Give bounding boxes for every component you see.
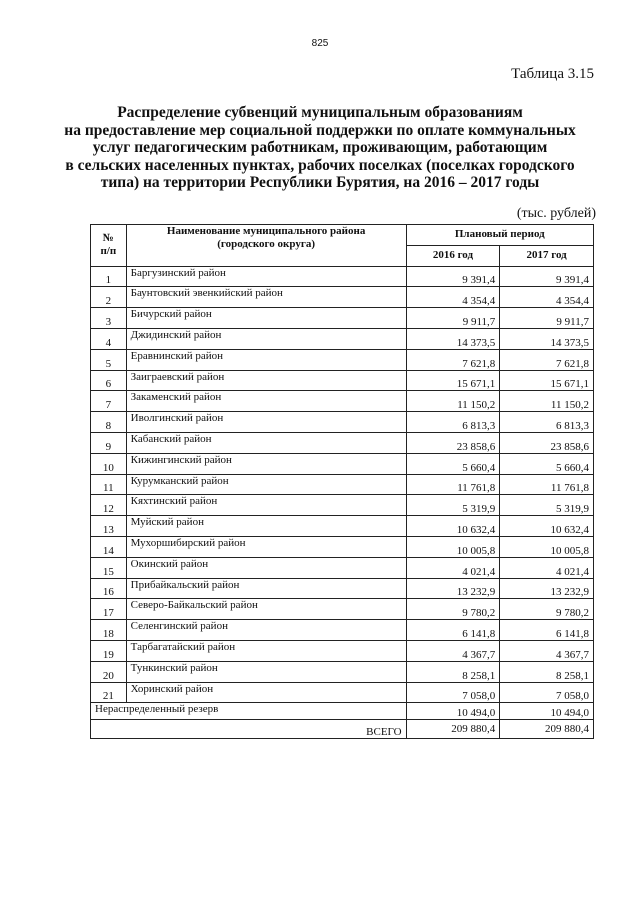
table-row	[91, 370, 594, 391]
row-number: 11	[91, 474, 127, 495]
table-row	[91, 536, 594, 557]
header-number: № п/п	[91, 225, 127, 267]
table-row	[91, 495, 594, 516]
title-line: услуг педагогическим работникам, проживающим, работающим	[92, 139, 548, 156]
table-row	[91, 287, 594, 308]
row-number: 13	[91, 516, 127, 537]
row-district-name: Кяхтинский район	[126, 495, 406, 516]
row-value-2016: 9 391,4	[406, 266, 500, 287]
table-row	[91, 432, 594, 453]
title-line: на предоставление мер социальной поддержки по оплате коммунальных	[64, 121, 576, 139]
row-value-2016: 11 150,2	[406, 391, 500, 412]
table-row	[91, 328, 594, 349]
row-value-2017: 10 632,4	[500, 516, 594, 537]
row-number: 20	[91, 661, 127, 682]
row-value-2016: 13 232,9	[406, 578, 500, 599]
row-district-name: Кижингинский район	[126, 453, 406, 474]
total-value-2017: 209 880,4	[500, 720, 594, 739]
table-body	[91, 266, 594, 703]
row-district-name: Курумканский район	[126, 474, 406, 495]
row-value-2016: 8 258,1	[406, 661, 500, 682]
row-district-name: Мухоршибирский район	[126, 536, 406, 557]
row-district-name: Заиграевский район	[126, 370, 406, 391]
row-value-2016: 23 858,6	[406, 432, 500, 453]
table-row	[91, 453, 594, 474]
total-value-2016: 209 880,4	[406, 720, 500, 739]
row-value-2016: 10 632,4	[406, 516, 500, 537]
row-district-name: Селенгинский район	[126, 620, 406, 641]
row-number: 21	[91, 682, 127, 703]
table-row	[91, 516, 594, 537]
row-number: 8	[91, 412, 127, 433]
row-value-2017: 6 141,8	[500, 620, 594, 641]
table-row	[91, 349, 594, 370]
table-row	[91, 557, 594, 578]
row-value-2016: 5 319,9	[406, 495, 500, 516]
row-value-2017: 4 021,4	[500, 557, 594, 578]
row-value-2016: 10 005,8	[406, 536, 500, 557]
table-row	[91, 620, 594, 641]
row-district-name: Кабанский район	[126, 432, 406, 453]
row-value-2017: 4 354,4	[500, 287, 594, 308]
table-row	[91, 640, 594, 661]
row-number: 15	[91, 557, 127, 578]
row-value-2017: 7 621,8	[500, 349, 594, 370]
row-value-2016: 9 911,7	[406, 308, 500, 329]
row-district-name: Бичурский район	[126, 308, 406, 329]
row-number: 6	[91, 370, 127, 391]
row-number: 2	[91, 287, 127, 308]
row-value-2017: 23 858,6	[500, 432, 594, 453]
total-label: ВСЕГО	[91, 720, 407, 739]
row-value-2016: 14 373,5	[406, 328, 500, 349]
reserve-value-2016: 10 494,0	[406, 703, 500, 720]
row-number: 19	[91, 640, 127, 661]
row-number: 5	[91, 349, 127, 370]
row-number: 1	[91, 266, 127, 287]
row-number: 16	[91, 578, 127, 599]
title-line: типа) на территории Республики Бурятия, на 2016 – 2017 годы	[100, 174, 540, 191]
reserve-row	[91, 703, 594, 720]
row-district-name: Закаменский район	[126, 391, 406, 412]
row-number: 12	[91, 495, 127, 516]
row-value-2017: 13 232,9	[500, 578, 594, 599]
document-title	[60, 104, 580, 192]
row-district-name: Прибайкальский район	[126, 578, 406, 599]
table-row	[91, 266, 594, 287]
row-value-2017: 11 761,8	[500, 474, 594, 495]
total-row	[91, 720, 594, 739]
row-district-name: Хоринский район	[126, 682, 406, 703]
table-row	[91, 308, 594, 329]
row-value-2017: 9 911,7	[500, 308, 594, 329]
row-value-2017: 9 780,2	[500, 599, 594, 620]
table-row	[91, 578, 594, 599]
page-number: 825	[311, 38, 329, 49]
row-value-2017: 8 258,1	[500, 661, 594, 682]
table-row	[91, 682, 594, 703]
row-value-2016: 6 141,8	[406, 620, 500, 641]
header-year-2017: 2017 год	[500, 245, 594, 266]
row-value-2016: 11 761,8	[406, 474, 500, 495]
row-district-name: Иволгинский район	[126, 412, 406, 433]
row-district-name: Баунтовский эвенкийский район	[126, 287, 406, 308]
reserve-value-2017: 10 494,0	[500, 703, 594, 720]
row-value-2016: 6 813,3	[406, 412, 500, 433]
row-district-name: Окинский район	[126, 557, 406, 578]
table-row	[91, 599, 594, 620]
header-name: Наименование муниципального района (городского округа)	[126, 225, 406, 267]
row-value-2016: 9 780,2	[406, 599, 500, 620]
table-row	[91, 661, 594, 682]
row-district-name: Муйский район	[126, 516, 406, 537]
row-district-name: Баргузинский район	[126, 266, 406, 287]
table-row	[91, 412, 594, 433]
row-value-2017: 6 813,3	[500, 412, 594, 433]
reserve-label: Нераспределенный резерв	[91, 703, 407, 720]
row-number: 7	[91, 391, 127, 412]
row-value-2016: 4 021,4	[406, 557, 500, 578]
row-district-name: Тункинский район	[126, 661, 406, 682]
row-value-2017: 14 373,5	[500, 328, 594, 349]
row-value-2016: 5 660,4	[406, 453, 500, 474]
row-district-name: Еравнинский район	[126, 349, 406, 370]
row-number: 4	[91, 328, 127, 349]
table-row	[91, 391, 594, 412]
row-value-2016: 15 671,1	[406, 370, 500, 391]
row-value-2016: 4 354,4	[406, 287, 500, 308]
row-number: 9	[91, 432, 127, 453]
row-number: 3	[91, 308, 127, 329]
row-value-2016: 7 058,0	[406, 682, 500, 703]
header-period: Плановый период	[406, 225, 593, 246]
row-value-2017: 11 150,2	[500, 391, 594, 412]
row-number: 18	[91, 620, 127, 641]
title-line: в сельских населенных пунктах, рабочих поселках (поселках городского	[65, 156, 575, 174]
row-value-2016: 7 621,8	[406, 349, 500, 370]
row-number: 14	[91, 536, 127, 557]
row-value-2017: 5 660,4	[500, 453, 594, 474]
subsidy-table	[90, 224, 594, 739]
header-year-2016: 2016 год	[406, 245, 500, 266]
row-value-2017: 10 005,8	[500, 536, 594, 557]
row-number: 17	[91, 599, 127, 620]
row-district-name: Северо-Байкальский район	[126, 599, 406, 620]
unit-label: (тыс. рублей)	[516, 206, 596, 221]
row-value-2017: 7 058,0	[500, 682, 594, 703]
row-district-name: Тарбагатайский район	[126, 640, 406, 661]
row-value-2017: 9 391,4	[500, 266, 594, 287]
table-label: Таблица 3.15	[511, 66, 594, 82]
table-row	[91, 474, 594, 495]
row-number: 10	[91, 453, 127, 474]
row-value-2017: 15 671,1	[500, 370, 594, 391]
row-district-name: Джидинский район	[126, 328, 406, 349]
title-line: Распределение субвенций муниципальным образованиям	[117, 104, 523, 121]
row-value-2017: 5 319,9	[500, 495, 594, 516]
row-value-2017: 4 367,7	[500, 640, 594, 661]
row-value-2016: 4 367,7	[406, 640, 500, 661]
